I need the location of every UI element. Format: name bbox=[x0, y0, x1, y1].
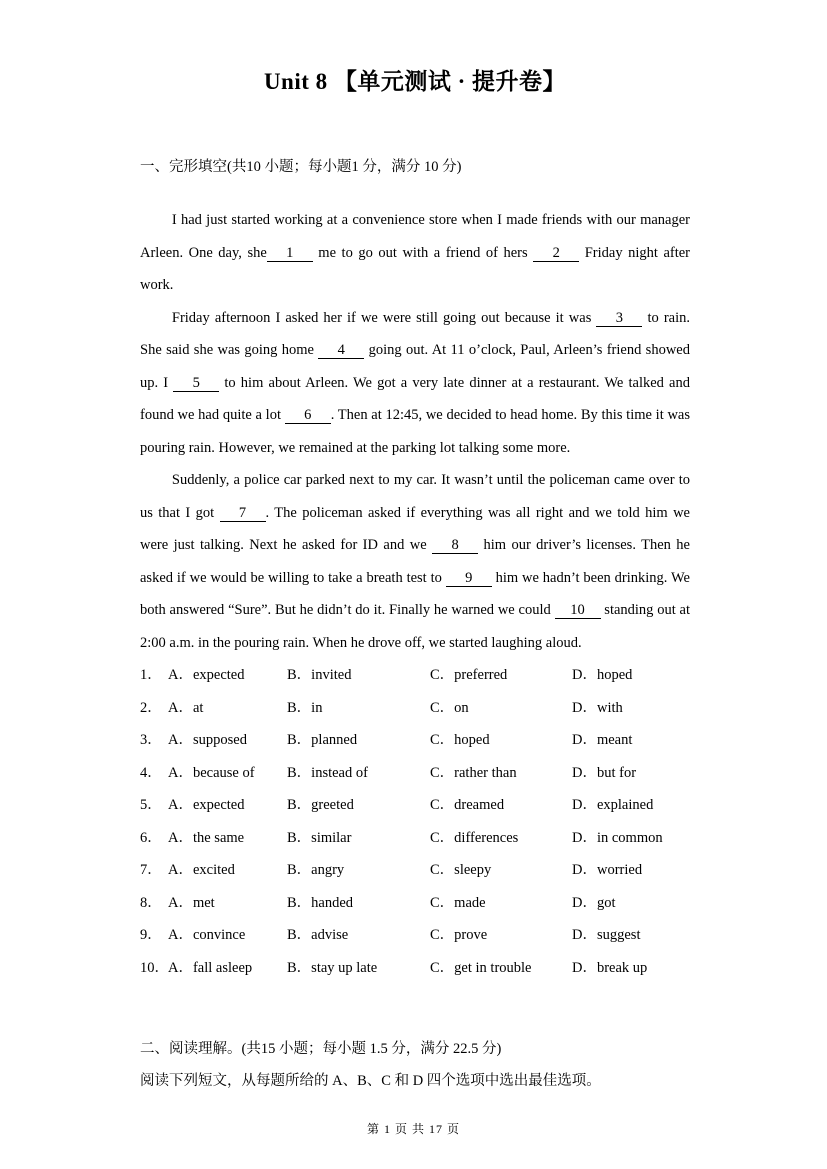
option-b: B．similar bbox=[287, 829, 352, 846]
option-a: A．fall asleep bbox=[168, 959, 253, 976]
cloze-blank-6: 6 bbox=[285, 408, 331, 424]
question-row-2 bbox=[140, 692, 690, 725]
option-d: D．explained bbox=[572, 797, 654, 813]
page-footer: 第 1 页 共 17 页 bbox=[366, 1122, 460, 1136]
option-b: B．handed bbox=[287, 894, 354, 911]
option-a: A．expected bbox=[168, 667, 245, 683]
question-number: 4． bbox=[140, 764, 162, 781]
option-a: A．supposed bbox=[168, 732, 247, 748]
option-b: B．planned bbox=[287, 732, 358, 748]
option-a: A．the same bbox=[168, 829, 245, 846]
question-row-8 bbox=[140, 887, 690, 920]
option-d: D．meant bbox=[572, 732, 633, 748]
question-number: 9． bbox=[140, 927, 162, 943]
option-c: C．preferred bbox=[430, 667, 508, 683]
cloze-blank-4: 4 bbox=[318, 343, 364, 359]
option-b: B．instead of bbox=[287, 764, 368, 781]
option-b: B．in bbox=[287, 699, 323, 716]
cloze-blank-5: 5 bbox=[173, 376, 219, 392]
question-number: 5． bbox=[140, 797, 162, 813]
option-c: C．rather than bbox=[430, 764, 517, 781]
option-a: A．excited bbox=[168, 862, 235, 878]
question-number: 10． bbox=[140, 959, 169, 976]
section-2-instruction: 阅读下列短文，从每题所给的 A、B、C 和 D 四个选项中选出最佳选项。 bbox=[140, 1073, 601, 1089]
question-number: 1． bbox=[140, 667, 162, 683]
cloze-passage bbox=[140, 204, 690, 659]
question-row-10 bbox=[140, 952, 690, 985]
cloze-blank-7: 7 bbox=[220, 506, 266, 522]
option-b: B．invited bbox=[287, 667, 352, 683]
question-number: 8． bbox=[140, 894, 162, 911]
option-a: A．convince bbox=[168, 927, 246, 943]
option-d: D．break up bbox=[572, 959, 648, 976]
question-row-1 bbox=[140, 659, 690, 692]
option-d: D．in common bbox=[572, 829, 663, 846]
question-row-7 bbox=[140, 854, 690, 887]
question-number: 6． bbox=[140, 829, 162, 846]
cloze-questions bbox=[140, 659, 690, 984]
section-1-heading: 一、完形填空(共10 小题；每小题1 分，满分 10 分) bbox=[140, 159, 462, 175]
option-c: C．made bbox=[430, 894, 486, 911]
cloze-blank-1: 1 bbox=[267, 246, 313, 262]
option-d: D．suggest bbox=[572, 927, 641, 943]
option-a: A．at bbox=[168, 699, 204, 716]
passage-paragraph-2: Friday afternoon I asked her if we were still going out because it was 3 to rain. She said she was going home 4 going out. At 11 o’clock, Paul, Arleen’s friend showed up. I 5 to him about Arleen. We got a very late dinner at a restaurant. We talked and found we had quite a lot 6 . Then at 12:45, we decided to head home. By this time it was pouring rain. However, we remained at the parking lot talking some more. bbox=[140, 309, 690, 456]
option-c: C．prove bbox=[430, 927, 488, 943]
section-2-heading: 二、阅读理解。(共15 小题；每小题 1.5 分，满分 22.5 分) bbox=[140, 1041, 502, 1057]
question-number: 2． bbox=[140, 699, 162, 716]
question-number: 3． bbox=[140, 732, 162, 748]
option-d: D．worried bbox=[572, 862, 643, 878]
option-a: A．expected bbox=[168, 797, 245, 813]
passage-paragraph-1: I had just started working at a convenience store when I made friends with our manager Arleen. One day, she 1 me to go out with a friend of hers 2 Friday night after work. bbox=[140, 212, 690, 293]
option-c: C．dreamed bbox=[430, 797, 505, 813]
option-d: D．hoped bbox=[572, 667, 633, 683]
cloze-blank-8: 8 bbox=[432, 538, 478, 554]
cloze-blank-9: 9 bbox=[446, 571, 492, 587]
option-d: D．got bbox=[572, 894, 616, 911]
option-b: B．advise bbox=[287, 927, 349, 943]
passage-paragraph-3: Suddenly, a police car parked next to my car. It wasn’t until the policeman came over to us that I got 7 . The policeman asked if everything was all right and we told him we were just talking. Next he asked for ID and we 8 him our driver’s licenses. Then he asked if we would be willing to take a breath test to 9 him we hadn’t been drinking. We both answered “Sure”. But he didn’t do it. Finally he warned we could 10 standing out at 2:00 a.m. in the pouring rain. When he drove off, we started laughing aloud. bbox=[140, 472, 690, 651]
option-c: C．sleepy bbox=[430, 862, 492, 878]
option-a: A．because of bbox=[168, 764, 255, 781]
option-d: D．but for bbox=[572, 764, 637, 781]
option-b: B．angry bbox=[287, 862, 345, 878]
cloze-blank-3: 3 bbox=[596, 311, 642, 327]
option-d: D．with bbox=[572, 699, 623, 716]
option-c: C．differences bbox=[430, 829, 519, 846]
option-b: B．stay up late bbox=[287, 959, 378, 976]
option-c: C．hoped bbox=[430, 732, 490, 748]
cloze-blank-2: 2 bbox=[533, 246, 579, 262]
section-reading bbox=[140, 1038, 690, 1096]
cloze-blank-10: 10 bbox=[555, 603, 601, 619]
question-row-4 bbox=[140, 757, 690, 790]
question-row-9 bbox=[140, 919, 690, 952]
question-row-5 bbox=[140, 789, 690, 822]
question-number: 7． bbox=[140, 862, 162, 878]
option-a: A．met bbox=[168, 894, 215, 911]
option-c: C．on bbox=[430, 699, 469, 716]
section-cloze bbox=[140, 156, 690, 984]
option-b: B．greeted bbox=[287, 797, 354, 813]
question-row-3 bbox=[140, 724, 690, 757]
option-c: C．get in trouble bbox=[430, 959, 532, 976]
page-title: Unit 8 【单元测试 · 提升卷】 bbox=[263, 69, 567, 94]
question-row-6 bbox=[140, 822, 690, 855]
